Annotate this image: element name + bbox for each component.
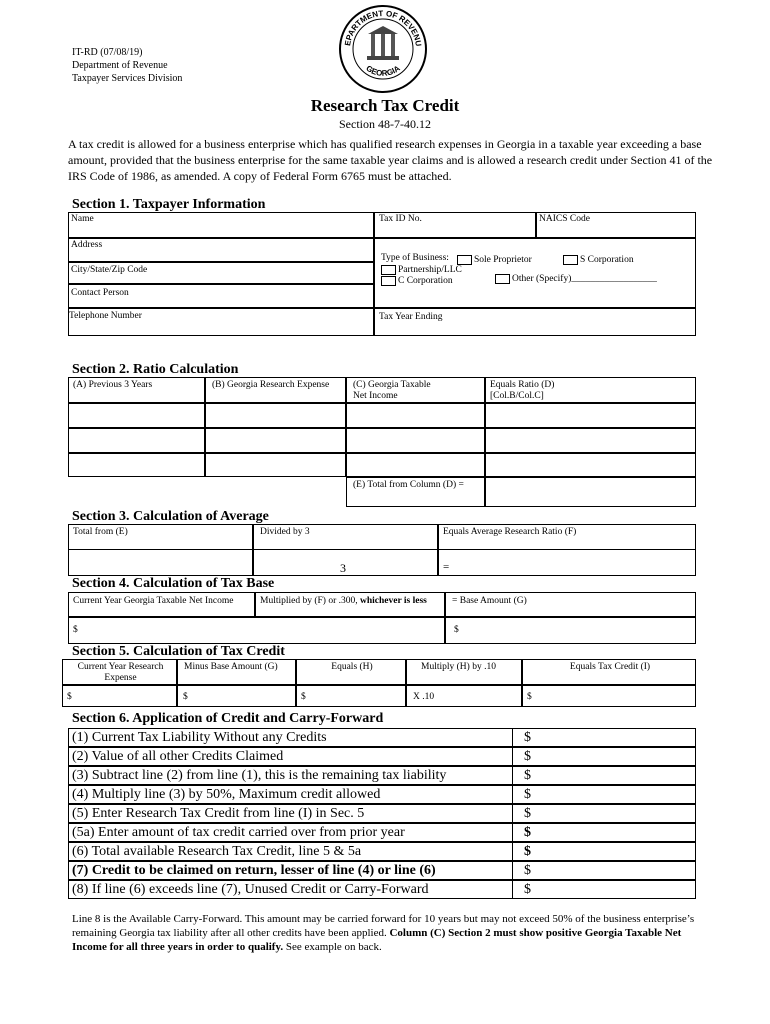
s6-line-8[interactable]: (8) If line (6) exceeds line (7), Unused Credit or Carry-Forward $	[68, 880, 696, 899]
partnership-llc-option[interactable]: Partnership/LLC	[381, 265, 462, 276]
telephone-field[interactable]: Telephone Number	[68, 308, 374, 336]
s6-line-5a[interactable]: (5a) Enter amount of tax credit carried over from prior year $	[68, 823, 696, 842]
equals-h-field[interactable]: $	[296, 685, 406, 707]
row3-col-a[interactable]	[68, 453, 205, 477]
section2-heading: Section 2. Ratio Calculation	[72, 362, 239, 377]
s6-line-1[interactable]: (1) Current Tax Liability Without any Credits $	[68, 728, 696, 747]
taxable-income-field[interactable]: $	[68, 617, 445, 644]
base-amount-g-field[interactable]: $	[177, 685, 296, 707]
business-type-label: Type of Business:	[381, 253, 449, 263]
col-b-header: (B) Georgia Research Expense	[205, 377, 346, 403]
department-name: Department of Revenue	[72, 60, 168, 71]
s6-line-2[interactable]: (2) Value of all other Credits Claimed $	[68, 747, 696, 766]
row2-col-a[interactable]	[68, 428, 205, 453]
base-amount-g-header: Minus Base Amount (G)	[177, 659, 296, 685]
average-ratio-field[interactable]: Equals Average Research Ratio (F) =	[438, 524, 696, 576]
divided-by-3-field: Divided by 3 3	[253, 524, 438, 576]
svg-text:DEPARTMENT OF REVENUE: EPARTMENT OF REVENU	[343, 8, 423, 47]
division-name: Taxpayer Services Division	[72, 73, 183, 84]
address-field[interactable]: Address	[68, 238, 374, 262]
multiply-field[interactable]: X .10	[406, 685, 522, 707]
total-from-e-field[interactable]: Total from (E)	[68, 524, 253, 576]
taxable-income-header: Current Year Georgia Taxable Net Income	[68, 592, 255, 617]
total-e-field[interactable]	[485, 477, 696, 507]
name-field[interactable]: Name	[68, 212, 374, 238]
form-title: Research Tax Credit	[310, 96, 460, 115]
tax-credit-i-header: Equals Tax Credit (I)	[522, 659, 696, 685]
s6-line-3[interactable]: (3) Subtract line (2) from line (1), this is the remaining tax liability $	[68, 766, 696, 785]
multiply-header: Multiply (H) by .10	[406, 659, 522, 685]
col-a-header: (A) Previous 3 Years	[68, 377, 205, 403]
section5-table	[62, 659, 696, 707]
three-value: 3	[340, 561, 346, 575]
row2-col-d[interactable]	[485, 428, 696, 453]
tax-credit-i-field[interactable]: $	[522, 685, 696, 707]
s-corporation-checkbox[interactable]	[563, 255, 578, 265]
city-state-zip-field[interactable]: City/State/Zip Code	[68, 262, 374, 284]
section1-table	[68, 212, 696, 336]
research-expense-header: Current Year Research Expense	[62, 659, 177, 685]
footer-note: Line 8 is the Available Carry-Forward. This amount may be carried forward for 10 years but may not exceed 50% of the business enterprise’s remaining Georgia tax liability after all other credits have been applied. Column (C) Section 2 must show positive Georgia Taxable Net Income for all three years in order to qualify. See example on back.	[72, 913, 695, 953]
intro-paragraph: A tax credit is allowed for a business enterprise which has qualified research expenses in Georgia in a taxable year exceeding a base amount, provided that the business enterprise for the same taxable year claims and is allowed a research credit under Section 41 of the IRS Code of 1986, as amended. A copy of Federal Form 6765 must be attached.	[68, 137, 713, 183]
s6-line-5[interactable]: (5) Enter Research Tax Credit from line (I) in Sec. 5 $	[68, 804, 696, 823]
georgia-revenue-seal	[338, 4, 428, 94]
row1-col-c[interactable]	[346, 403, 485, 428]
multiplied-header: Multiplied by (F) or .300, whichever is less	[255, 592, 445, 617]
base-amount-field[interactable]: $	[445, 617, 696, 644]
section5-heading: Section 5. Calculation of Tax Credit	[72, 644, 285, 659]
other-option[interactable]: Other (Specify)__________________	[495, 274, 657, 285]
other-checkbox[interactable]	[495, 274, 510, 284]
s6-line-6[interactable]: (6) Total available Research Tax Credit, line 5 & 5a $	[68, 842, 696, 861]
row3-col-d[interactable]	[485, 453, 696, 477]
sole-proprietor-option[interactable]: Sole Proprietor	[457, 255, 532, 266]
tax-id-field[interactable]: Tax ID No.	[374, 212, 536, 238]
s6-line-4[interactable]: (4) Multiply line (3) by 50%, Maximum credit allowed $	[68, 785, 696, 804]
row1-col-b[interactable]	[205, 403, 346, 428]
form-header	[72, 46, 182, 85]
c-corporation-option[interactable]: C Corporation	[381, 276, 453, 287]
naics-field[interactable]: NAICS Code	[536, 212, 696, 238]
equals-h-header: Equals (H)	[296, 659, 406, 685]
equals-sign: =	[443, 561, 450, 573]
section3-table	[68, 524, 696, 576]
base-amount-header: = Base Amount (G)	[445, 592, 696, 617]
col-c-header: (C) Georgia Taxable Net Income	[346, 377, 485, 403]
section4-heading: Section 4. Calculation of Tax Base	[72, 576, 275, 591]
partnership-llc-checkbox[interactable]	[381, 265, 396, 275]
contact-person-field[interactable]: Contact Person	[68, 284, 374, 308]
s6-line-7[interactable]: (7) Credit to be claimed on return, lesser of line (4) or line (6) $	[68, 861, 696, 880]
form-subtitle: Section 48-7-40.12	[339, 117, 431, 131]
row3-col-b[interactable]	[205, 453, 346, 477]
research-expense-field[interactable]: $	[62, 685, 177, 707]
sole-proprietor-checkbox[interactable]	[457, 255, 472, 265]
col-d-header: Equals Ratio (D) [Col.B/Col.C]	[485, 377, 696, 403]
business-type-box	[374, 238, 696, 308]
section2-table	[68, 377, 696, 507]
row1-col-d[interactable]	[485, 403, 696, 428]
section1-heading: Section 1. Taxpayer Information	[72, 197, 266, 212]
form-id: IT-RD (07/08/19)	[72, 47, 143, 58]
total-e-label: (E) Total from Column (D) =	[346, 477, 485, 507]
section6-heading: Section 6. Application of Credit and Carry-Forward	[72, 711, 384, 726]
s-corporation-option[interactable]: S Corporation	[563, 255, 634, 266]
row1-col-a[interactable]	[68, 403, 205, 428]
row2-col-c[interactable]	[346, 428, 485, 453]
tax-year-ending-field[interactable]: Tax Year Ending	[374, 308, 696, 336]
row3-col-c[interactable]	[346, 453, 485, 477]
c-corporation-checkbox[interactable]	[381, 276, 396, 286]
section4-table	[68, 592, 696, 644]
section3-heading: Section 3. Calculation of Average	[72, 509, 269, 524]
svg-text:GEORGIA: GEORGIA	[364, 63, 402, 78]
row2-col-b[interactable]	[205, 428, 346, 453]
